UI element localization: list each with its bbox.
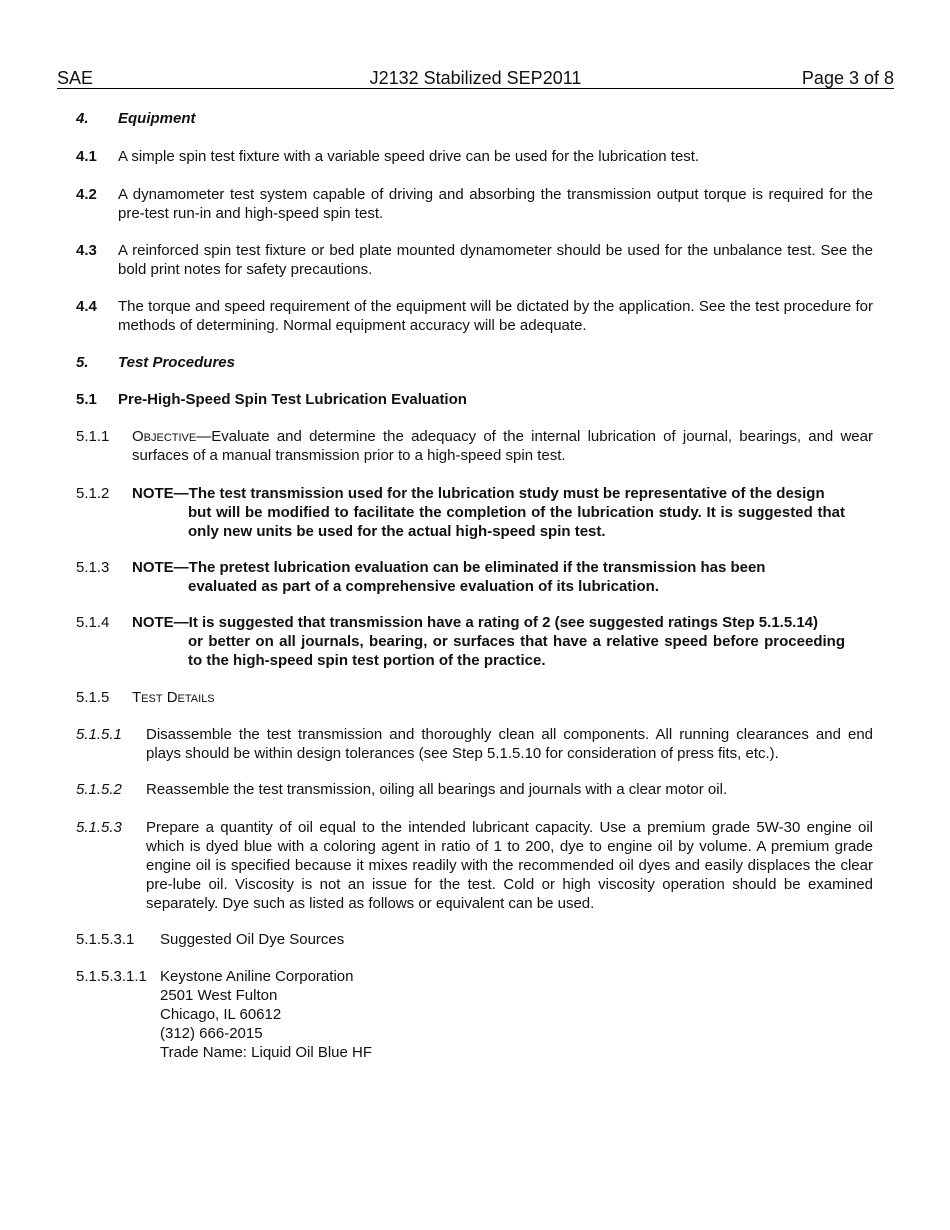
note xyxy=(132,613,845,670)
section-title: Equipment xyxy=(118,110,196,127)
paragraph: Suggested Oil Dye Sources xyxy=(160,931,345,948)
section-number: 5.1 xyxy=(76,391,97,408)
section-number: 4.1 xyxy=(76,148,97,165)
section-number: 4.3 xyxy=(76,242,97,259)
section-number: 5.1.3 xyxy=(76,559,110,576)
section-number: 5.1.5.3 xyxy=(76,819,122,836)
section-5-1-3-note xyxy=(76,558,873,596)
paragraph: The torque and speed requirement of the equipment will be dictated by the application. See the test procedure for methods of determining. Normal equipment accuracy will be adequate. xyxy=(118,298,873,334)
section-number: 5.1.1 xyxy=(76,428,110,445)
section-number: 5.1.2 xyxy=(76,485,110,502)
paragraph: A simple spin test fixture with a variable speed drive can be used for the lubrication test. xyxy=(118,148,700,165)
note xyxy=(132,558,845,596)
supplier-address xyxy=(160,967,560,1062)
section-4-2 xyxy=(76,185,873,223)
objective-text: —Evaluate and determine the adequacy of the internal lubrication of journal, bearings, and wear surfaces of a manual transmission prior to a high-speed spin test. xyxy=(132,428,873,464)
section-number: 5.1.5.3.1.1 xyxy=(76,968,147,985)
note-continuation: but will be modified to facilitate the completion of the lubrication study. It is suggested that only new units be used for the actual high-speed spin test. xyxy=(188,504,845,540)
note-continuation: evaluated as part of a comprehensive evaluation of its lubrication. xyxy=(188,578,659,595)
note-first-line: NOTE—The pretest lubrication evaluation can be eliminated if the transmission has been xyxy=(132,559,766,576)
section-5-1-5-2 xyxy=(76,780,873,799)
section-number: 5.1.5.3.1 xyxy=(76,931,135,948)
section-title: Test Details xyxy=(132,689,215,706)
section-number: 5. xyxy=(76,354,89,371)
section-5-1-4-note xyxy=(76,613,873,670)
note-first-line: NOTE—The test transmission used for the lubrication study must be representative of the design xyxy=(132,485,825,502)
section-5-1-5-3-1 xyxy=(76,930,873,949)
page-header xyxy=(57,68,894,89)
header-doc-id: J2132 Stabilized SEP2011 xyxy=(369,68,582,88)
paragraph: Prepare a quantity of oil equal to the intended lubricant capacity. Use a premium grade 5W-30 engine oil which is dyed blue with a coloring agent in ratio of 1 to 200, dye to engine oil by volume. A premium grade engine oil is specified because it mixes readily with the recommended oil dyes and easily displaces the clear pre-lube oil. Viscosity is not an issue for the test. Cold or high viscosity operation should be examined separately. Dye such as listed as follows or equivalent can be used. xyxy=(146,819,873,912)
section-4-3 xyxy=(76,241,873,279)
note xyxy=(132,484,845,541)
section-5-1-5-1 xyxy=(76,725,873,763)
section-title: Test Procedures xyxy=(118,354,235,371)
section-number: 5.1.5 xyxy=(76,689,110,706)
supplier-city: Chicago, IL 60612 xyxy=(160,1006,282,1023)
section-5-1-2-note xyxy=(76,484,873,541)
section-5-1-5-heading xyxy=(76,688,873,707)
supplier-street: 2501 West Fulton xyxy=(160,987,278,1004)
section-number: 4.2 xyxy=(76,186,97,203)
section-5-1-1 xyxy=(76,427,873,465)
section-5-1-heading xyxy=(76,390,873,409)
section-number: 5.1.5.1 xyxy=(76,726,122,743)
section-4-4 xyxy=(76,297,873,335)
section-4-heading xyxy=(76,109,873,128)
section-number: 5.1.4 xyxy=(76,614,110,631)
note-first-line: NOTE—It is suggested that transmission have a rating of 2 (see suggested ratings Step 5.1.5.14) xyxy=(132,614,819,631)
supplier-phone: (312) 666-2015 xyxy=(160,1025,263,1042)
paragraph: Disassemble the test transmission and thoroughly clean all components. All running clearances and end plays should be within design tolerances (see Step 5.1.5.10 for consideration of press fits, etc.). xyxy=(146,726,873,762)
note-continuation: or better on all journals, bearing, or surfaces that have a relative speed before proceeding to the high-speed spin test portion of the practice. xyxy=(188,633,845,669)
paragraph xyxy=(132,427,873,465)
section-number: 5.1.5.2 xyxy=(76,781,122,798)
section-number: 4.4 xyxy=(76,298,97,315)
section-number: 4. xyxy=(76,110,89,127)
paragraph: Reassemble the test transmission, oiling all bearings and journals with a clear motor oil. xyxy=(146,781,728,798)
header-page-number: Page 3 of 8 xyxy=(801,68,894,88)
objective-label: Objective xyxy=(132,428,197,445)
section-title: Pre-High-Speed Spin Test Lubrication Evaluation xyxy=(118,391,467,408)
paragraph: A reinforced spin test fixture or bed plate mounted dynamometer should be used for the unbalance test. See the bold print notes for safety precautions. xyxy=(118,242,873,278)
paragraph: A dynamometer test system capable of driving and absorbing the transmission output torque is required for the pre-test run-in and high-speed spin test. xyxy=(118,186,873,222)
supplier-name: Keystone Aniline Corporation xyxy=(160,968,354,985)
header-org: SAE xyxy=(57,68,94,88)
supplier-trade-name: Trade Name: Liquid Oil Blue HF xyxy=(160,1044,373,1061)
section-5-1-5-3 xyxy=(76,818,873,913)
section-4-1 xyxy=(76,147,873,166)
section-5-heading xyxy=(76,353,873,372)
